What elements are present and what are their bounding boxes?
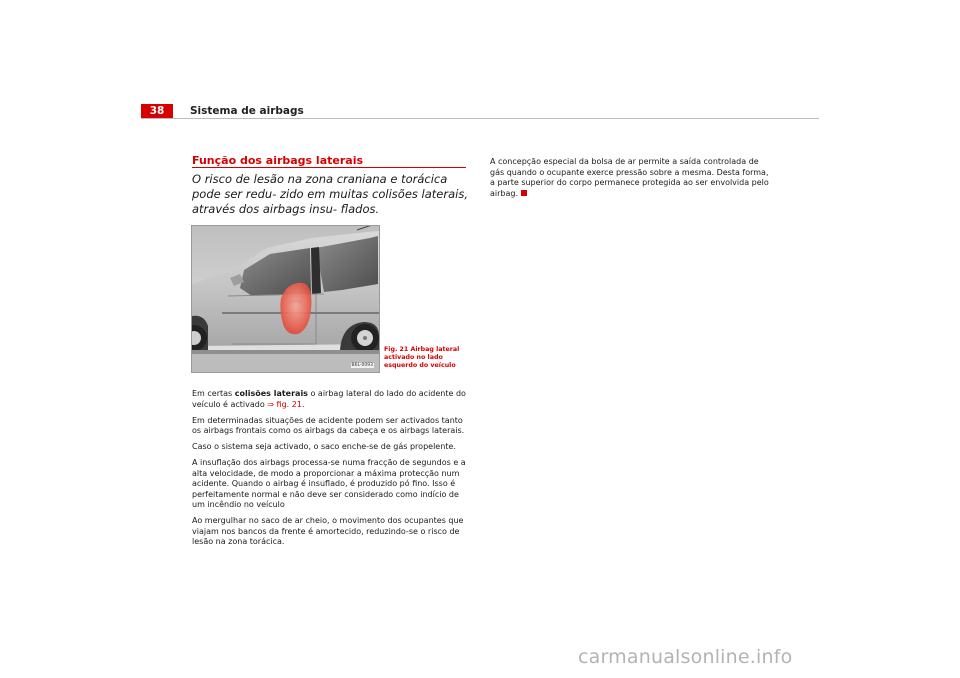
section-end-icon — [521, 190, 527, 196]
car-illustration — [192, 226, 379, 372]
page-number: 38 — [141, 104, 173, 119]
paragraph-5: Ao mergulhar no saco de ar cheio, o movimento dos ocupantes que viajam nos bancos da frente é amortecido, reduzindo-se o risco de lesão na zona torácica. — [192, 516, 464, 546]
section-intro: O risco de lesão na zona craniana e torácica pode ser redu- zido em muitas colisões laterais, através dos airbags insu- flados. — [192, 172, 468, 216]
p1-bold-term: colisões laterais — [234, 389, 308, 398]
figure-side-airbag — [192, 226, 379, 372]
paragraph-1 — [192, 389, 474, 410]
paragraph-4: A insuflação dos airbags processa-se numa fracção de segundos e a alta velocidade, de modo a proporcionar a máxima protecção num acidente. Quando o airbag é insuflado, é produzido pó fino. Isso é perfeitamente normal e não deve ser considerado como indício de um incêndio no veículo — [192, 458, 466, 509]
body-text-column — [192, 389, 474, 553]
running-header: Sistema de airbags — [190, 105, 304, 117]
figure-code: B6L-0093 — [351, 363, 373, 368]
figure-caption: Fig. 21 Airbag lateral activado no lado esquerdo do veículo — [384, 346, 460, 369]
watermark: carmanualsonline.info — [578, 646, 793, 668]
section-title: Função dos airbags laterais — [192, 154, 364, 167]
figure-reference-link[interactable]: ⇒ fig. 21 — [267, 399, 302, 409]
paragraph-3: Caso o sistema seja activado, o saco enche-se de gás propelente. — [192, 442, 456, 451]
header-rule — [141, 118, 819, 119]
p1-text-start: Em certas — [192, 389, 235, 398]
title-rule — [192, 167, 466, 168]
paragraph-2: Em determinadas situações de acidente podem ser activados tanto os airbags frontais como os airbags da cabeça e os airbags laterais. — [192, 415, 465, 435]
p1-text-end: . — [301, 399, 305, 409]
p1-text-middle: o airbag lateral do lado do acidente do veículo é activado — [192, 389, 466, 409]
right-column-paragraph — [490, 157, 774, 199]
right-column-text: A concepção especial da bolsa de ar permite a saída controlada de gás quando o ocupante exerce pressão sobre a mesma. Desta forma, a parte superior do corpo permanece protegida ao ser envolvida pelo airbag. — [490, 157, 769, 198]
